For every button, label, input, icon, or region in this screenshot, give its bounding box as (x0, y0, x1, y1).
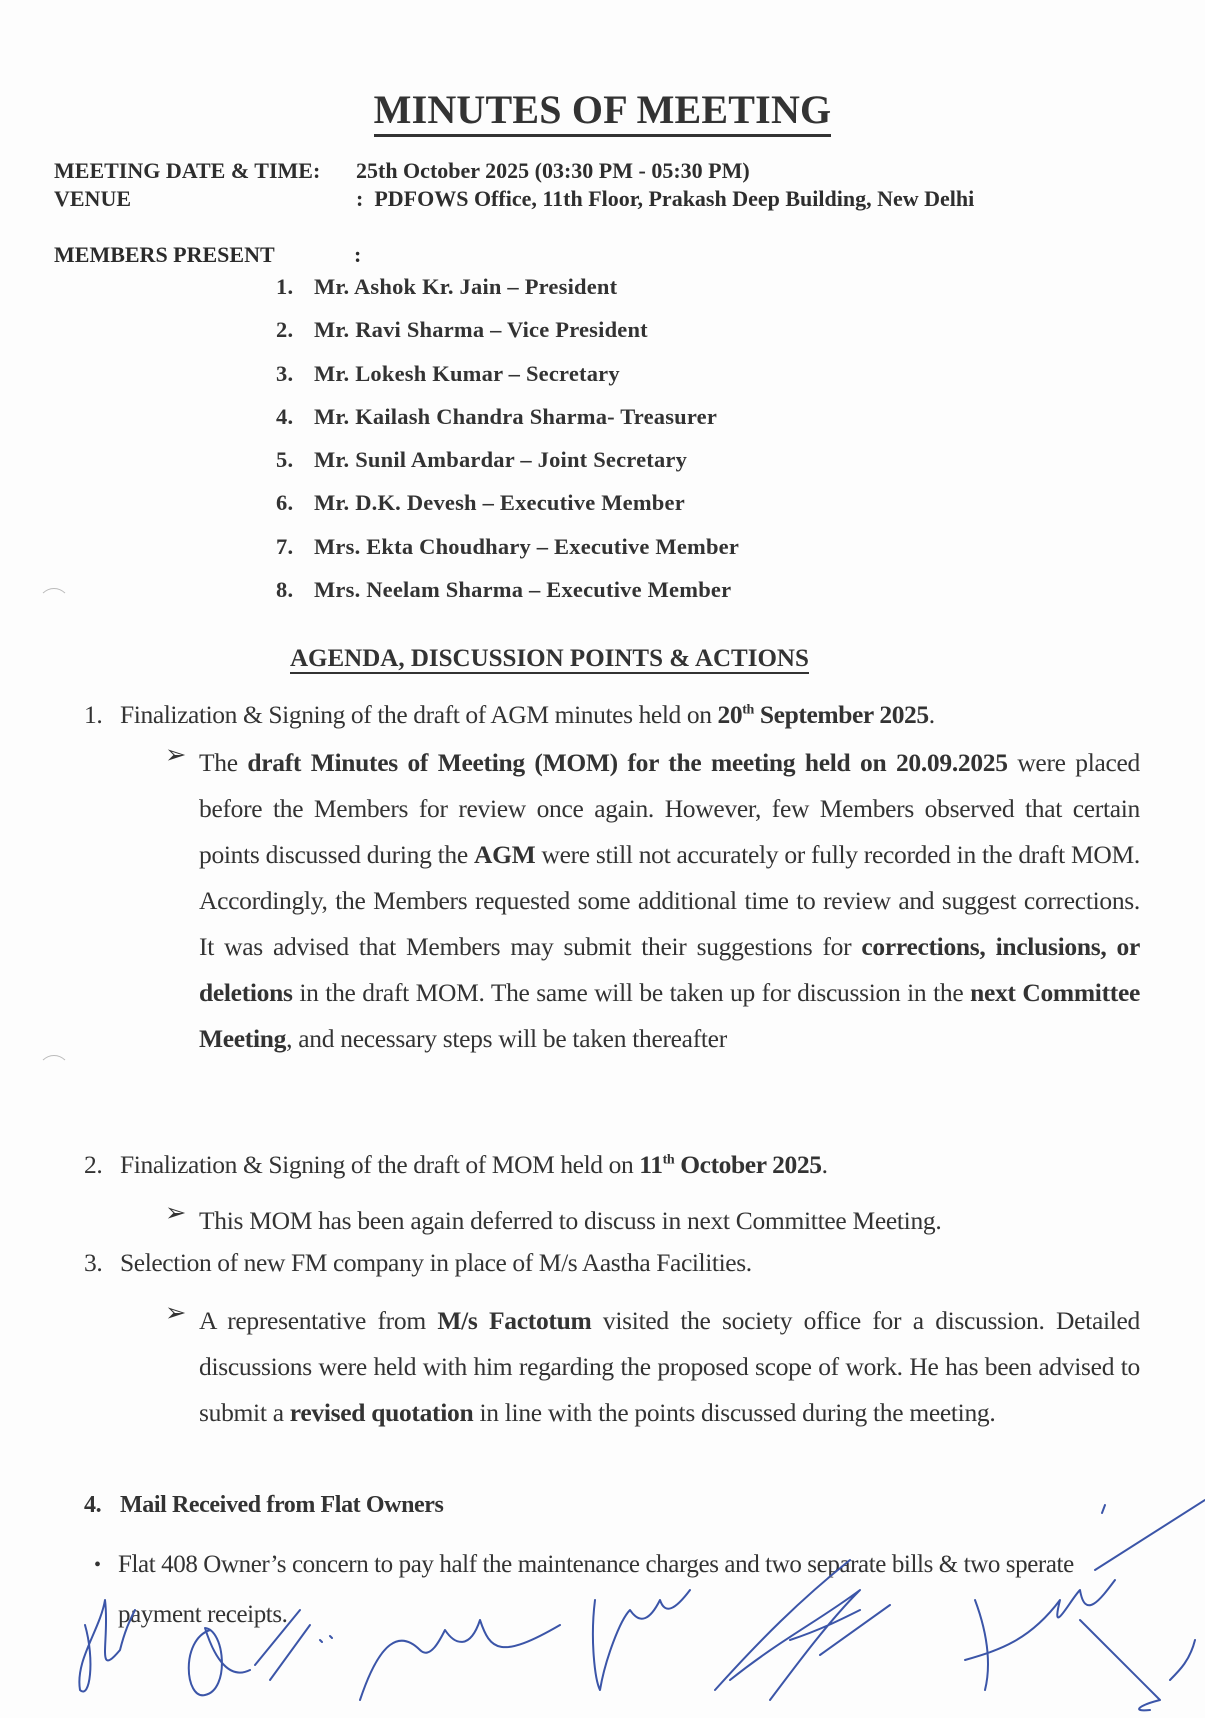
members-list (276, 274, 739, 620)
agenda-item-1: 1. Finalization & Signing of the draft of AGM minutes held on 20th September 2025. (84, 700, 935, 729)
scan-artifact (38, 588, 70, 620)
meeting-date-label: MEETING DATE & TIME: (54, 158, 321, 183)
agenda-item-1-discussion: ➢ The draft Minutes of Meeting (MOM) for the meeting held on 20.09.2025 were placed before the Members for review once again. However, few Members observed that certain points discussed during the AGM were still not accurately or fully recorded in the draft MOM. Accordingly, the Members requested some additional time to review and suggest corrections. It was advised that Members may submit their suggestions for corrections, inclusions, or deletions in the draft MOM. The same will be taken up for discussion in the next Committee Meeting, and necessary steps will be taken thereafter (165, 740, 1141, 1053)
member-item: 3. Mr. Lokesh Kumar – Secretary (276, 360, 620, 386)
agenda-item-3-discussion: ➢ A representative from M/s Factotum visited the society office for a discussion. Detailed discussions were held with him regarding the proposed scope of work. He has been advised to submit a revised quotation in line with the points discussed during the meeting. (165, 1298, 1141, 1427)
venue-row (54, 186, 974, 212)
bullet-icon: • (94, 1554, 101, 1576)
venue-label: VENUE (54, 186, 132, 211)
agenda-item-4: 4. Mail Received from Flat Owners (84, 1492, 444, 1518)
member-item: 1. Mr. Ashok Kr. Jain – President (276, 274, 618, 299)
member-item: 5. Mr. Sunil Ambardar – Joint Secretary (276, 447, 688, 473)
member-item: 2. Mr. Ravi Sharma – Vice President (276, 317, 648, 343)
agenda-item-2-discussion: ➢ This MOM has been again deferred to discuss in next Committee Meeting. (165, 1198, 942, 1235)
member-item: 8. Mrs. Neelam Sharma – Executive Member (276, 577, 732, 603)
agenda-item-3: 3. Selection of new FM company in place of M/s Aastha Facilities. (84, 1248, 752, 1277)
meeting-date-value: 25th October 2025 (03:30 PM - 05:30 PM) (356, 158, 750, 183)
meeting-date-row (54, 158, 750, 184)
agenda-item-2: 2. Finalization & Signing of the draft of MOM held on 11th October 2025. (84, 1150, 828, 1179)
scan-artifact (38, 1055, 70, 1087)
members-present-label: MEMBERS PRESENT : (54, 242, 362, 267)
agenda-heading: AGENDA, DISCUSSION POINTS & ACTIONS (290, 645, 809, 672)
venue-value: : PDFOWS Office, 11th Floor, Prakash Deep Building, New Delhi (356, 186, 975, 211)
member-item: 7. Mrs. Ekta Choudhary – Executive Member (276, 533, 740, 559)
arrow-bullet-icon: ➢ (165, 1298, 187, 1327)
member-item: 4. Mr. Kailash Chandra Sharma- Treasurer (276, 403, 718, 429)
flat-owner-mail-point: • Flat 408 Owner’s concern to pay half the maintenance charges and two separate bills & two sperate payment receipts. (84, 1540, 1144, 1640)
document-title (0, 86, 1205, 133)
title-text: MINUTES OF MEETING (374, 87, 832, 137)
arrow-bullet-icon: ➢ (165, 1198, 187, 1227)
member-item: 6. Mr. D.K. Devesh – Executive Member (276, 490, 685, 516)
arrow-bullet-icon: ➢ (165, 740, 187, 769)
